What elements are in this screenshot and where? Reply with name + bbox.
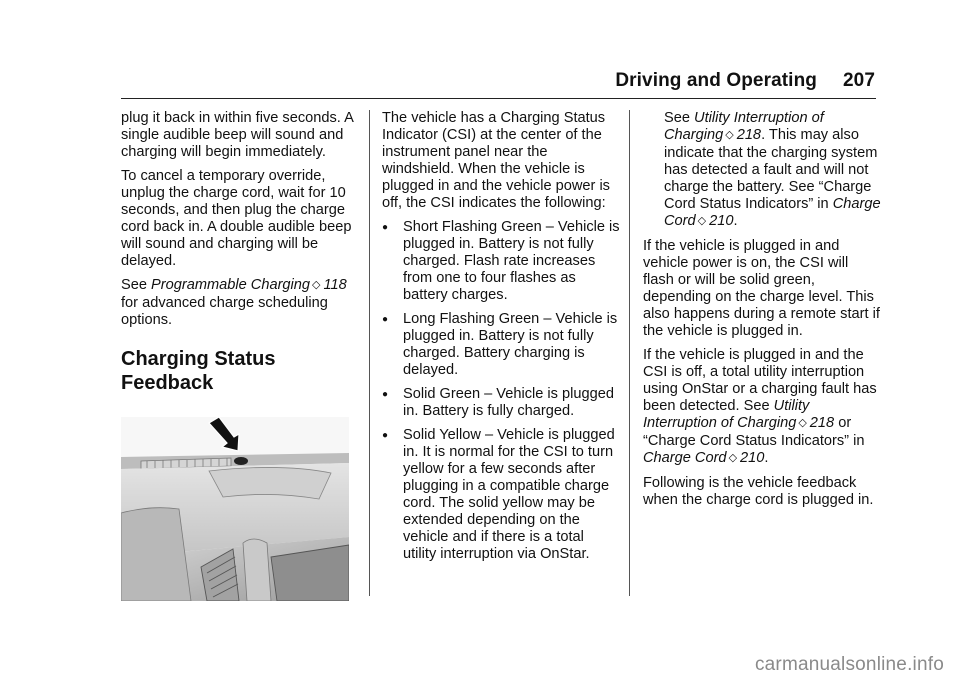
paragraph: The vehicle has a Charging Status Indicator (CSI) at the center of the instrument panel near the windshield. When the vehicle is plugged in and the vehicle power is off, the CSI indicates the following: (382, 110, 610, 211)
reference-arrow-icon: ◇ (798, 417, 807, 429)
reference-page[interactable]: 210 (709, 213, 734, 229)
cross-reference[interactable]: Charge Cord (643, 450, 727, 466)
charging-status-indicator (234, 457, 248, 465)
list-item: ● Short Flashing Green – Vehicle is plugged in. Battery is not fully charged. Flash rate increases from one to four flashes as battery charges. (382, 219, 620, 303)
column-divider-right (629, 110, 630, 596)
watermark: carmanualsonline.info (754, 654, 944, 675)
header-rule (121, 98, 876, 99)
page-number: 207 (842, 70, 875, 91)
paragraph: If the vehicle is plugged in and vehicle power is on, the CSI will flash or will be solid green, depending on the charge level. This also happens during a remote start if the vehicle is plugged in. (643, 238, 880, 339)
cross-reference[interactable]: Utility Interruption of Charging (664, 110, 824, 143)
instrument-panel-illustration (121, 417, 349, 601)
reference-page[interactable]: 210 (740, 450, 765, 466)
cross-reference[interactable]: Programmable Charging (151, 277, 311, 293)
bullet-icon: ● (382, 389, 389, 400)
cross-reference[interactable]: Charge Cord (664, 196, 881, 229)
list-item: ● Solid Yellow – Vehicle is plugged in. It is normal for the CSI to turn yellow for a few seconds after plugging in a compatible charge cord. The solid yellow may be extended depending on the vehicle and if there is a total utility interruption via OnStar. (382, 427, 615, 562)
reference-page[interactable]: 218 (809, 415, 835, 431)
list-item: ● Solid Green – Vehicle is plugged in. Battery is fully charged. (382, 386, 614, 419)
reference-arrow-icon: ◇ (312, 279, 321, 291)
paragraph-see-reference: See Programmable Charging ◇ 118 for advanced charge scheduling options. (121, 277, 347, 328)
bullet-icon: ● (382, 314, 389, 325)
section-title: Charging Status Feedback (121, 348, 276, 394)
reference-arrow-icon: ◇ (725, 129, 734, 141)
bullet-icon: ● (382, 222, 389, 233)
column-3 (643, 110, 883, 516)
column-1 (121, 110, 359, 601)
column-2 (382, 110, 620, 570)
paragraph: plug it back in within five seconds. A single audible beep will sound and charging will begin immediately. (121, 110, 354, 160)
page-header (0, 70, 875, 92)
header-section-title: Driving and Operating (615, 70, 817, 91)
list-item: ● Long Flashing Green – Vehicle is plugged in. Battery is not fully charged. Battery charging is delayed. (382, 311, 618, 378)
reference-page[interactable]: 118 (323, 277, 347, 293)
paragraph: Following is the vehicle feedback when the charge cord is plugged in. (643, 475, 874, 508)
reference-page[interactable]: 218 (736, 127, 762, 143)
bullet-continuation: See Utility Interruption of Charging ◇ 218. This may also indicate that the charging system has detected a fault and will not charge the battery. See “Charge Cord Status Indicators” in Charge Cord ◇ 210. (664, 110, 881, 229)
cross-reference[interactable]: Utility Interruption of Charging (643, 398, 810, 431)
paragraph: To cancel a temporary override, unplug the charge cord, wait for 10 seconds, and then plug the charge cord back in. A double audible beep will sound and charging will be delayed. (121, 168, 352, 269)
bullet-icon: ● (382, 430, 389, 441)
reference-arrow-icon: ◇ (728, 452, 738, 464)
column-divider-left (369, 110, 370, 596)
paragraph-see-reference: If the vehicle is plugged in and the CSI is off, a total utility interruption using OnStar or a charging fault has been detected. See Utility Interruption of Charging ◇ 218 or “Charge Cord Status Indicators” in Charge Cord ◇ 210. (643, 347, 877, 466)
reference-arrow-icon: ◇ (697, 215, 707, 227)
